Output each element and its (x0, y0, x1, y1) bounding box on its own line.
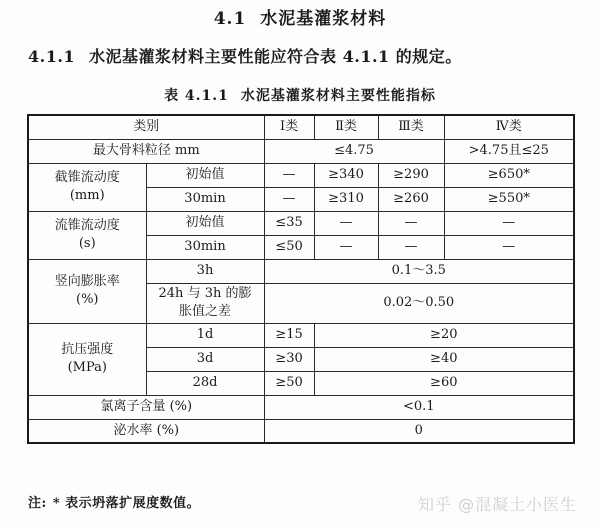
cell: ≥40 (314, 347, 574, 371)
cell: — (264, 187, 314, 211)
cone-flow-30min-label: 30min (146, 187, 264, 211)
note-label: 注: (28, 496, 47, 511)
strength-1d-label: 1d (146, 323, 264, 347)
cell: — (378, 235, 444, 259)
cell: ≥650* (444, 163, 574, 187)
cell: — (444, 235, 574, 259)
expansion-diff-label-line1: 24h 与 3h 的膨 (158, 286, 252, 301)
table-row (28, 323, 574, 347)
table-number: 表 4.1.1 (164, 88, 229, 104)
clause-number: 4.1.1 (28, 47, 76, 66)
watermark: 知乎 @混凝土小医生 (418, 495, 578, 514)
clause-paragraph (28, 44, 462, 67)
strength-label (28, 323, 146, 395)
header-category: 类别 (28, 115, 264, 139)
chloride-label: 氯离子含量 (%) (28, 395, 264, 419)
performance-table (27, 114, 575, 444)
cell: — (378, 211, 444, 235)
cone-flow-label-unit: (mm) (69, 188, 105, 203)
strength-3d-label: 3d (146, 347, 264, 371)
funnel-flow-label (28, 211, 146, 259)
cell: ≤35 (264, 211, 314, 235)
header-class-1: Ⅰ类 (264, 115, 314, 139)
expansion-label (28, 259, 146, 323)
section-number: 4.1 (213, 9, 247, 29)
table-row (28, 419, 574, 443)
cell: ≥15 (264, 323, 314, 347)
table-header-row (28, 115, 574, 139)
table-note (28, 492, 200, 511)
clause-text: 水泥基灌浆材料主要性能应符合表 4.1.1 的规定。 (89, 47, 462, 66)
table-row (28, 139, 574, 163)
strength-label-unit: (MPa) (67, 360, 107, 375)
cell: ≥550* (444, 187, 574, 211)
header-class-4: Ⅳ类 (444, 115, 574, 139)
max-aggregate-value-4: >4.75且≤25 (444, 139, 574, 163)
cell: ≥60 (314, 371, 574, 395)
cell: ≥310 (314, 187, 378, 211)
header-class-2: Ⅱ类 (314, 115, 378, 139)
table-row (28, 163, 574, 187)
header-class-3: Ⅲ类 (378, 115, 444, 139)
table-row (28, 259, 574, 283)
bleeding-label: 泌水率 (%) (28, 419, 264, 443)
cell: ≥260 (378, 187, 444, 211)
cell: — (444, 211, 574, 235)
cell: ≥340 (314, 163, 378, 187)
cell: ≥20 (314, 323, 574, 347)
funnel-flow-label-name: 流锥流动度 (54, 218, 120, 233)
expansion-diff-value: 0.02～0.50 (264, 283, 574, 323)
bleeding-value: 0 (264, 419, 574, 443)
cell: — (314, 235, 378, 259)
section-heading (0, 4, 600, 29)
cone-flow-label (28, 163, 146, 211)
funnel-flow-label-unit: (s) (78, 236, 96, 251)
strength-28d-label: 28d (146, 371, 264, 395)
expansion-label-name: 竖向膨胀率 (54, 274, 120, 289)
table-row (28, 395, 574, 419)
cell: ≥50 (264, 371, 314, 395)
max-aggregate-value-123: ≤4.75 (264, 139, 444, 163)
max-aggregate-label: 最大骨料粒径 mm (28, 139, 264, 163)
expansion-diff-label (146, 283, 264, 323)
strength-label-name: 抗压强度 (61, 342, 114, 357)
cell: ≤50 (264, 235, 314, 259)
cell: — (314, 211, 378, 235)
cone-flow-initial-label: 初始值 (146, 163, 264, 187)
expansion-3h-value: 0.1～3.5 (264, 259, 574, 283)
funnel-flow-initial-label: 初始值 (146, 211, 264, 235)
expansion-3h-label: 3h (146, 259, 264, 283)
cone-flow-label-name: 截锥流动度 (54, 170, 120, 185)
expansion-diff-label-line2: 胀值之差 (179, 304, 232, 319)
table-title: 水泥基灌浆材料主要性能指标 (240, 88, 436, 104)
funnel-flow-30min-label: 30min (146, 235, 264, 259)
chloride-value: <0.1 (264, 395, 574, 419)
expansion-label-unit: (%) (76, 292, 99, 307)
cell: — (264, 163, 314, 187)
section-title: 水泥基灌浆材料 (260, 9, 387, 29)
cell: ≥30 (264, 347, 314, 371)
cell: ≥290 (378, 163, 444, 187)
table-row (28, 211, 574, 235)
table-caption (0, 85, 600, 105)
note-text: * 表示坍落扩展度数值。 (52, 496, 201, 511)
